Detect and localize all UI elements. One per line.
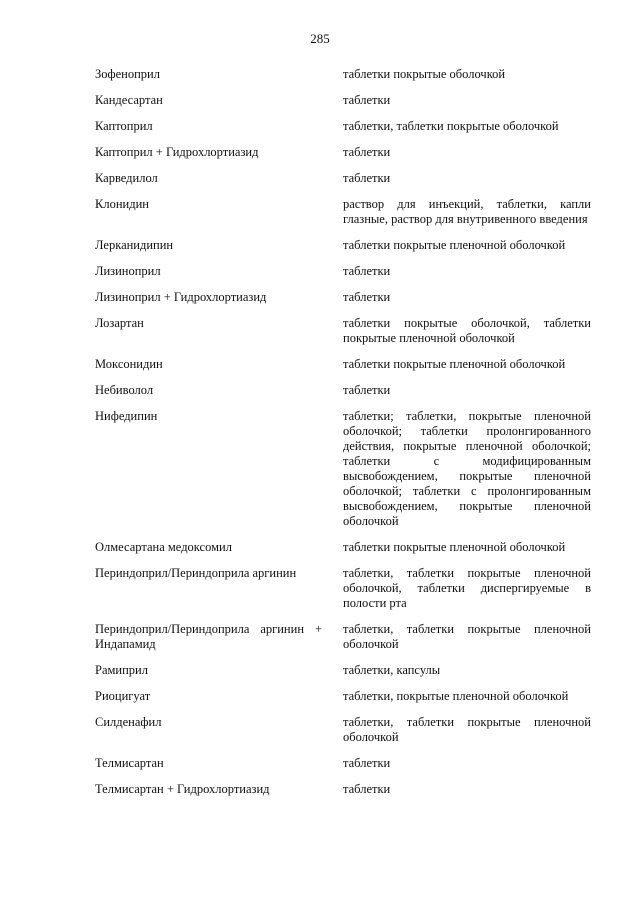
dosage-form: таблетки, таблетки покрытые оболочкой <box>343 119 559 133</box>
dosage-form: таблетки; таблетки, покрытые пленочной оболочкой; таблетки пролонгированного действия, покрытые пленочной оболочкой; таблетки с модифицированным высвобождением, покрытые пленочной оболочкой; таблетки с пролонгированным высвобождением, покрытые пленочной оболочкой <box>343 409 591 528</box>
drug-name: Лизиноприл + Гидрохлортиазид <box>95 290 267 304</box>
table-row <box>95 756 591 771</box>
page-number: 285 <box>310 31 330 46</box>
table-row <box>95 145 591 160</box>
dosage-form: таблетки покрытые пленочной оболочкой <box>343 357 566 371</box>
drug-name: Клонидин <box>95 197 149 211</box>
table-row <box>95 409 591 529</box>
table-row <box>95 689 591 704</box>
table-row <box>95 264 591 279</box>
dosage-form: таблетки, капсулы <box>343 663 441 677</box>
drug-name: Каптоприл <box>95 119 153 133</box>
drug-name: Каптоприл + Гидрохлортиазид <box>95 145 259 159</box>
drug-name: Олмесартана медоксомил <box>95 540 232 554</box>
table-row <box>95 171 591 186</box>
table-row <box>95 357 591 372</box>
dosage-form: таблетки <box>343 383 391 397</box>
dosage-form: таблетки <box>343 145 391 159</box>
dosage-form: таблетки, таблетки покрытые пленочной оболочкой <box>343 622 591 651</box>
drug-name: Периндоприл/Периндоприла аргинин <box>95 566 297 580</box>
drug-name: Рамиприл <box>95 663 148 677</box>
dosage-form: таблетки, покрытые пленочной оболочкой <box>343 689 569 703</box>
drug-name: Лерканидипин <box>95 238 174 252</box>
drug-name: Телмисартан + Гидрохлортиазид <box>95 782 270 796</box>
drug-name: Нифедипин <box>95 409 158 423</box>
drug-name: Лозартан <box>95 316 144 330</box>
drug-name: Силденафил <box>95 715 162 729</box>
table-row <box>95 540 591 555</box>
drug-name: Карведилол <box>95 171 158 185</box>
dosage-form: раствор для инъекций, таблетки, капли глазные, раствор для внутривенного введения <box>343 197 591 226</box>
dosage-form: таблетки покрытые пленочной оболочкой <box>343 540 566 554</box>
table-row <box>95 197 591 227</box>
table-row <box>95 119 591 134</box>
dosage-form: таблетки покрытые оболочкой, таблетки покрытые пленочной оболочкой <box>343 316 591 345</box>
dosage-form: таблетки <box>343 290 391 304</box>
dosage-form: таблетки покрытые пленочной оболочкой <box>343 238 566 252</box>
dosage-form: таблетки <box>343 171 391 185</box>
dosage-form: таблетки, таблетки покрытые пленочной оболочкой, таблетки диспергируемые в полости рта <box>343 566 591 610</box>
dosage-form: таблетки, таблетки покрытые пленочной оболочкой <box>343 715 591 744</box>
drug-name: Небиволол <box>95 383 154 397</box>
dosage-form: таблетки <box>343 756 391 770</box>
drug-name: Зофеноприл <box>95 67 160 81</box>
dosage-form: таблетки <box>343 264 391 278</box>
dosage-form: таблетки <box>343 93 391 107</box>
table-row <box>95 93 591 108</box>
table-row <box>95 715 591 745</box>
table-row <box>95 663 591 678</box>
drug-name: Лизиноприл <box>95 264 161 278</box>
drug-name: Кандесартан <box>95 93 163 107</box>
table-row <box>95 67 591 82</box>
drug-name: Периндоприл/Периндоприла аргинин + Индапамид <box>95 622 322 651</box>
table-row <box>95 782 591 797</box>
dosage-form: таблетки <box>343 782 391 796</box>
table-row <box>95 316 591 346</box>
drug-table <box>95 67 591 808</box>
dosage-form: таблетки покрытые оболочкой <box>343 67 506 81</box>
table-row <box>95 566 591 611</box>
table-row <box>95 622 591 652</box>
drug-name: Моксонидин <box>95 357 163 371</box>
table-row <box>95 290 591 305</box>
table-row <box>95 383 591 398</box>
table-row <box>95 238 591 253</box>
drug-name: Телмисартан <box>95 756 164 770</box>
drug-name: Риоцигуат <box>95 689 151 703</box>
